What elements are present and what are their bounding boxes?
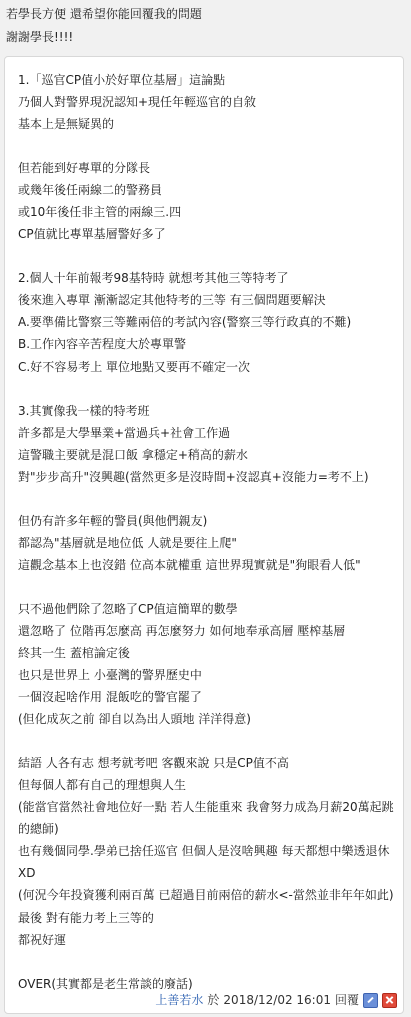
post-line: 3.其實像我一樣的特考班 [18, 403, 150, 418]
post-line [18, 488, 396, 510]
post-line [18, 576, 396, 598]
post-line [18, 951, 396, 973]
post-line: 許多都是大學畢業+當過兵+社會工作過 [18, 425, 231, 440]
post-line: 或幾年後任兩線二的警務員 [18, 183, 163, 198]
post-line: 只不過他們除了忽略了CP值這簡單的數學 [18, 601, 238, 616]
quote-line: 謝謝學長!!!! [6, 30, 74, 44]
post-line [18, 378, 396, 400]
post-line: 1.「巡官CP值小於好單位基層」這論點 [18, 73, 226, 87]
post-line: A.要準備比警察三等難兩倍的考試內容(警察三等行政真的不難) [18, 315, 352, 330]
post-line: CP值就比專單基層警好多了 [18, 227, 166, 242]
post-line: 但若能到好專單的分隊長 [18, 161, 151, 176]
post-line [18, 730, 396, 752]
post-line: B.工作內容辛苦程度大於專單警 [18, 337, 187, 352]
delete-icon[interactable] [382, 993, 397, 1008]
post-line: 都祝好運 [18, 932, 67, 947]
post-line: 這警職主要就是混口飯 拿穩定+稍高的薪水 [18, 447, 248, 462]
post-line: 但每個人都有自己的理想與人生 [18, 778, 187, 793]
post-line: 2.個人十年前報考98基特時 就想考其他三等特考了 [18, 271, 289, 286]
post-line: 最後 對有能力考上三等的 [18, 910, 154, 925]
post-line: 乃個人對警界現況認知+現任年輕巡官的自敘 [18, 95, 257, 110]
post-line: 對"步步高升"沒興趣(當然更多是沒時間+沒認真+沒能力=考不上) [18, 469, 369, 484]
post-line: 也只是世界上 小臺灣的警界歷史中 [18, 668, 202, 683]
post-line: 基本上是無疑異的 [18, 117, 115, 132]
quote-line: 若學長方便 還希望你能回覆我的問題 [6, 7, 202, 21]
post-line: 結語 人各有志 想考就考吧 客觀來說 只是CP值不高 [18, 756, 289, 771]
post-line: 還忽略了 位階再怎麼高 再怎麼努力 如何地奉承高層 壓榨基層 [18, 623, 346, 638]
post-timestamp: 2018/12/02 16:01 [223, 993, 331, 1007]
post-line [18, 135, 396, 157]
post-line: (能當官當然社會地位好一點 若人生能重來 我會努力成為月薪20萬起跳的總師) [18, 800, 394, 837]
post-line: 這觀念基本上也沒錯 位高本就權重 這世界現實就是"狗眼看人低" [18, 557, 361, 572]
post-line [18, 245, 396, 267]
post-footer [155, 991, 397, 1009]
post-line: (但化成灰之前 卻自以為出人頭地 洋洋得意) [18, 712, 251, 727]
post-line: (何況今年投資獲利兩百萬 已超過目前兩倍的薪水<-當然並非年年如此) [18, 888, 394, 903]
edit-icon[interactable] [363, 993, 378, 1008]
quoted-text [6, 3, 202, 49]
footer-at: 於 [207, 993, 220, 1007]
reply-post [4, 56, 404, 1014]
post-line: 或10年後任非主管的兩線三.四 [18, 205, 182, 220]
post-line: OVER(其實都是老生常談的廢話) [18, 976, 193, 991]
author-link[interactable]: 上善若水 [155, 993, 204, 1007]
post-line: 終其一生 蓋棺論定後 [18, 645, 130, 660]
post-line: 但仍有許多年輕的警員(與他們親友) [18, 513, 208, 528]
post-line: 後來進入專單 漸漸認定其他特考的三等 有三個問題要解決 [18, 293, 326, 308]
post-line: C.好不容易考上 單位地點又要再不確定一次 [18, 359, 251, 374]
post-line: 都認為"基層就是地位低 人就是要往上爬" [18, 535, 237, 550]
post-body [18, 69, 396, 995]
reply-button[interactable]: 回覆 [334, 993, 359, 1007]
post-line: 也有幾個同學.學弟已捨任巡官 但個人是沒啥興趣 每天都想中樂透退休XD [18, 844, 390, 881]
post-line: 一個沒起啥作用 混飯吃的警官罷了 [18, 690, 202, 705]
